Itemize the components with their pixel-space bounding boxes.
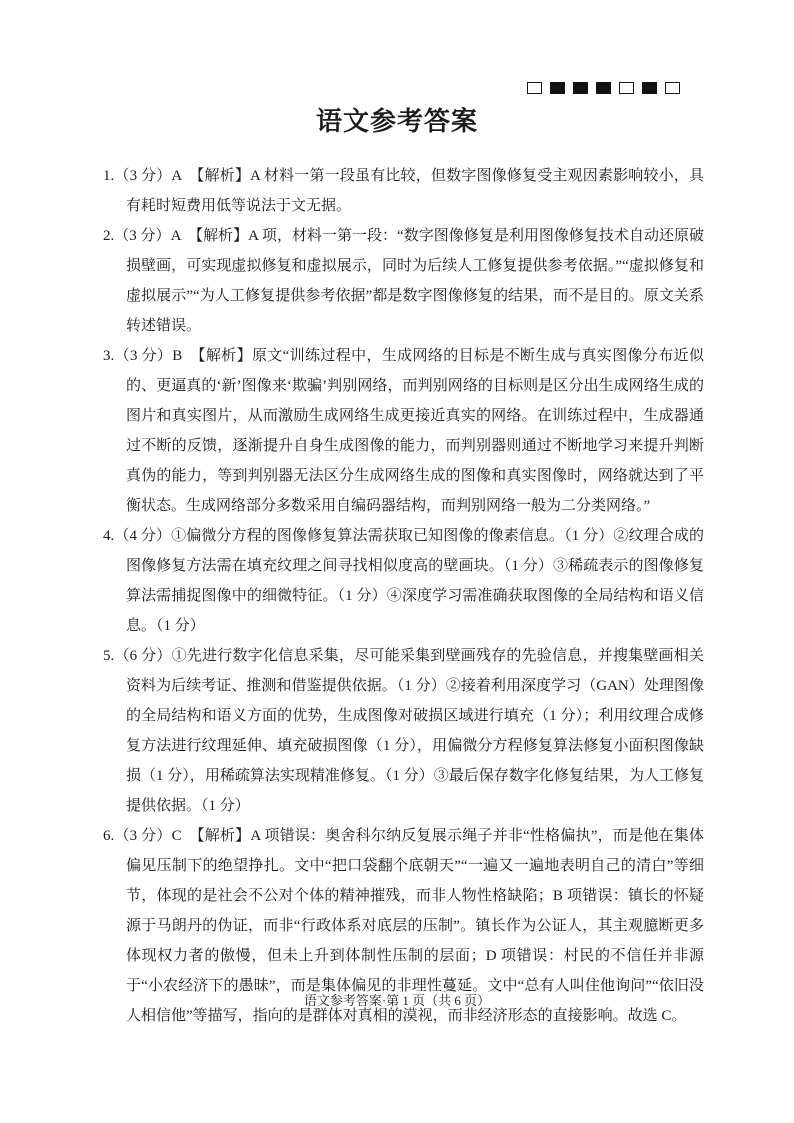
hollow-square-mark <box>665 82 680 94</box>
answer-item-text: （3 分）A 【解析】A 材料一第一段虽有比较，但数字图像修复受主观因素影响较小，具有耗时短费用低等说法于文无据。 <box>114 168 704 214</box>
answer-item <box>103 161 704 221</box>
answer-item-number: 2. <box>103 228 115 244</box>
answer-item-number: 1. <box>103 168 115 184</box>
answer-item <box>103 341 704 521</box>
answer-item <box>103 641 704 821</box>
answer-item-number: 6. <box>103 828 115 844</box>
answer-item-number: 5. <box>103 648 115 664</box>
answer-item <box>103 521 704 641</box>
answer-list <box>103 161 704 1031</box>
registration-marks <box>527 82 680 94</box>
answer-item-number: 3. <box>103 348 115 364</box>
answer-item-number: 4. <box>103 528 115 544</box>
filled-square-mark <box>596 82 611 94</box>
answer-item-text: （3 分）B 【解析】原文“训练过程中，生成网络的目标是不断生成与真实图像分布近似的、更逼真的‘新’图像来‘欺骗’判别网络，而判别网络的目标则是区分出生成网络生成的图片和真实图片，从而激励生成网络生成更接近真实的网络。在训练过程中，生成器通过不断的反馈，逐渐提升自身生成图像的能力，而判别器则通过不断地学习来提升判断真伪的能力，等到判别器无法区分生成网络生成的图像和真实图像时，网络就达到了平衡状态。生成网络部分多数采用自编码器结构，而判别网络一般为二分类网络。” <box>114 348 704 514</box>
answer-item-text: （4 分）①偏微分方程的图像修复算法需获取已知图像的像素信息。（1 分）②纹理合成的图像修复方法需在填充纹理之间寻找相似度高的壁画块。（1 分）③稀疏表示的图像修复算法需捕捉图像中的细微特征。（1 分）④深度学习需准确获取图像的全局结构和语义信息。（1 分） <box>114 528 704 634</box>
page-footer: 语文参考答案·第 1 页（共 6 页） <box>303 993 491 1008</box>
filled-square-mark <box>642 82 657 94</box>
page-title: 语文参考答案 <box>315 107 478 136</box>
hollow-square-mark <box>619 82 634 94</box>
answer-item <box>103 221 704 341</box>
answer-item-text: （6 分）①先进行数字化信息采集，尽可能采集到壁画残存的先验信息，并搜集壁画相关资料为后续考证、推测和借鉴提供依据。（1 分）②接着利用深度学习（GAN）处理图像的全局结构和语义方面的优势，生成图像对破损区域进行填充（1 分）；利用纹理合成修复方法进行纹理延伸、填充破损图像（1 分），用偏微分方程修复算法修复小面积图像缺损（1 分），用稀疏算法实现精准修复。（1 分）③最后保存数字化修复结果，为人工修复提供依据。（1 分） <box>114 648 704 814</box>
answer-item-text: （3 分）C 【解析】A 项错误：奥舍科尔纳反复展示绳子并非“性格偏执”，而是他在集体偏见压制下的绝望挣扎。文中“把口袋翻个底朝天”“一遍又一遍地表明自己的清白”等细节，体现的是社会不公对个体的精神摧残，而非人物性格缺陷；B 项错误：镇长的怀疑源于马朗丹的伪证，而非“行政体系对底层的压制”。镇长作为公证人，其主观臆断更多体现权力者的傲慢，但未上升到体制性压制的层面；D 项错误：村民的不信任并非源于“小农经济下的愚昧”，而是集体偏见的非理性蔓延。文中“总有人叫住他询问”“依旧没人相信他”等描写，指向的是群体对真相的漠视，而非经济形态的直接影响。故选 C。 <box>114 828 704 1024</box>
hollow-square-mark <box>527 82 542 94</box>
filled-square-mark <box>550 82 565 94</box>
filled-square-mark <box>573 82 588 94</box>
answer-item-text: （3 分）A 【解析】A 项，材料一第一段：“数字图像修复是利用图像修复技术自动还原破损壁画，可实现虚拟修复和虚拟展示，同时为后续人工修复提供参考依据。”“虚拟修复和虚拟展示”“为人工修复提供参考依据”都是数字图像修复的结果，而不是目的。原文关系转述错误。 <box>114 228 704 334</box>
